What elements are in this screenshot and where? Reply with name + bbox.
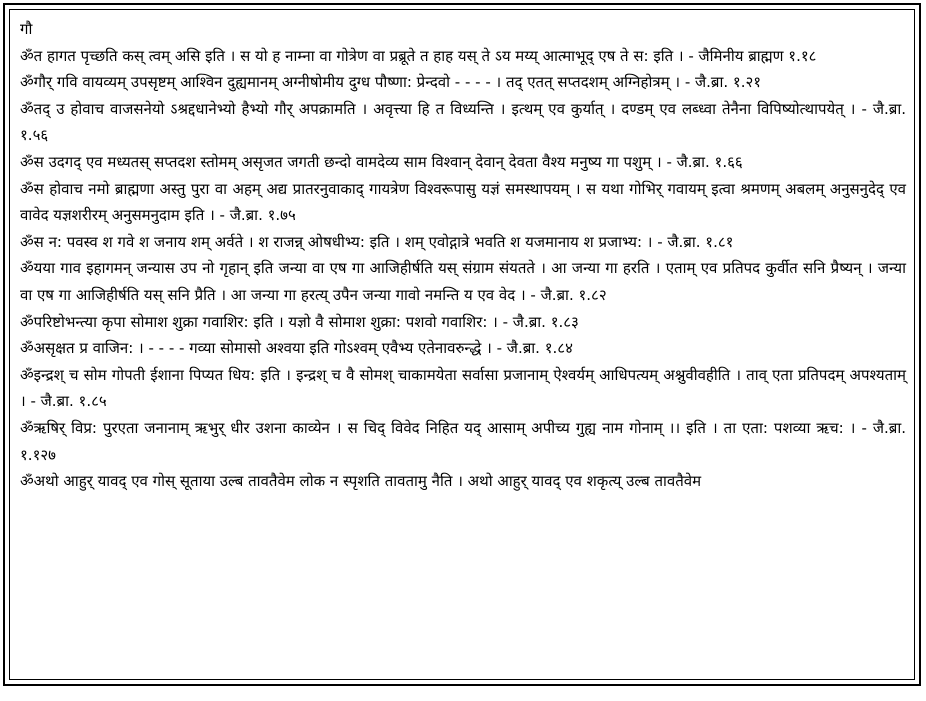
paragraph-jb-1-127: ॐऋषिर् विप्र: पुरएता जनानाम् ऋभुर् धीर उशना काव्येन । स चिद् विवेद निहित यद् आसाम् अपीच्य गुह्य नाम गोनाम् ।। इति । ता एता: पशव्या ऋच: । - जै.ब्रा. १.१२७	[20, 418, 906, 464]
paragraph-jb-1-82: ॐयया गाव इहागमन् जन्यास उप नो गृहान् इति जन्या वा एष गा आजिहीर्षति यस् संग्राम संयतते । आ जन्या गा हरति । एताम् एव प्रतिपद कुर्वीत सनि प्रैष्यन् । जन्या वा एष गा आजिहीर्षति यस् सनि प्रैति । आ जन्या गा हरत्य् उपैन जन्या गावो नमन्ति य एव वेद । - जै.ब्रा. १.८२	[20, 259, 906, 304]
document-body	[20, 16, 906, 679]
document-heading: गौ	[20, 20, 33, 38]
paragraph-jb-1-83: ॐपरिष्टोभन्त्या कृपा सोमाश शुक्रा गवाशिर: इति । यज्ञो वै सोमाश शुक्रा: पशवो गवाशिर: । - जै.ब्रा. १.८३	[20, 312, 579, 331]
paragraph-jb-1-18: ॐत हागत पृच्छति कस् त्वम् असि इति । स यो ह नाम्ना वा गोत्रेण वा प्रब्रूते त हाह यस् ते ऽय मय्य् आत्माभूद् एष ते स: इति । - जैमिनीय ब्राह्मण १.१८	[20, 46, 817, 65]
paragraph-jb-1-21: ॐगौर् गवि वायव्यम् उपसृष्टम् आश्विन दुह्यमानम् अग्नीषोमीय दुग्ध पौष्णा: प्रेन्दवो - - - - । तद् एतत् सप्तदशम् अग्निहोत्रम् । - जै.ब्रा. १.२१	[20, 73, 762, 92]
paragraph-truncated: ॐअथो आहुर् यावद् एव गोस् सूताया उल्ब तावतैवेम लोक न स्पृशति तावतामु नैति । अथो आहुर् यावद् एव शकृत्य् उल्ब तावतैवेम	[20, 472, 702, 491]
paragraph-jb-1-66: ॐस उदगद् एव मध्यतस् सप्तदश स्तोमम् असृजत जगती छन्दो वामदेव्य साम विश्वान् देवान् देवता वैश्य मनुष्य गा पशुम् । - जै.ब्रा. १.६६	[20, 152, 743, 171]
paragraph-jb-1-81: ॐस न: पवस्व श गवे श जनाय शम् अर्वते । श राजन्न् ओषधीभ्य: इति । शम् एवोद्गात्रे भवति श यजमानाय श प्रजाभ्य: । - जै.ब्रा. १.८१	[20, 232, 734, 251]
paragraph-jb-1-85: ॐइन्द्रश् च सोम गोपती ईशाना पिप्यत धिय: इति । इन्द्रश् च वै सोमश् चाकामयेता सर्वासा प्रजानाम् ऐश्वर्यम् आधिपत्यम् अश्नुवीवहीति । ताव् एता प्रतिपदम् अपश्यताम् । - जै.ब्रा. १.८५	[20, 365, 906, 411]
outer-border	[3, 3, 921, 686]
paragraph-jb-1-75: ॐस होवाच नमो ब्राह्मणा अस्तु पुरा वा अहम् अद्य प्रातरनुवाकाद् गायत्रेण विश्वरूपासु यज्ञं समस्थापयम् । स यथा गोभिर् गवायम् इत्वा श्रमणम् अबलम् अनुसनुदेद् एव वावेद यज्ञशरीरम् अनुसमनुदाम इति । - जै.ब्रा. १.७५	[20, 179, 906, 225]
paragraph-jb-1-56: ॐतद् उ होवाच वाजसनेयो ऽश्रद्दधानेभ्यो हैभ्यो गौर् अपक्रामति । अवृत्त्या हि त विध्यन्ति । इत्थम् एव कुर्यात् । दण्डम् एव लब्ध्वा तेनैना विपिष्योत्थापयेत् । - जै.ब्रा. १.५६	[20, 99, 906, 145]
paragraph-jb-1-84: ॐअसृक्षत प्र वाजिन: । - - - - गव्या सोमासो अश्वया इति गोऽश्वम् एवैभ्य एतेनावरुन्द्धे । - जै.ब्रा. १.८४	[20, 339, 573, 358]
inner-border	[9, 9, 915, 680]
